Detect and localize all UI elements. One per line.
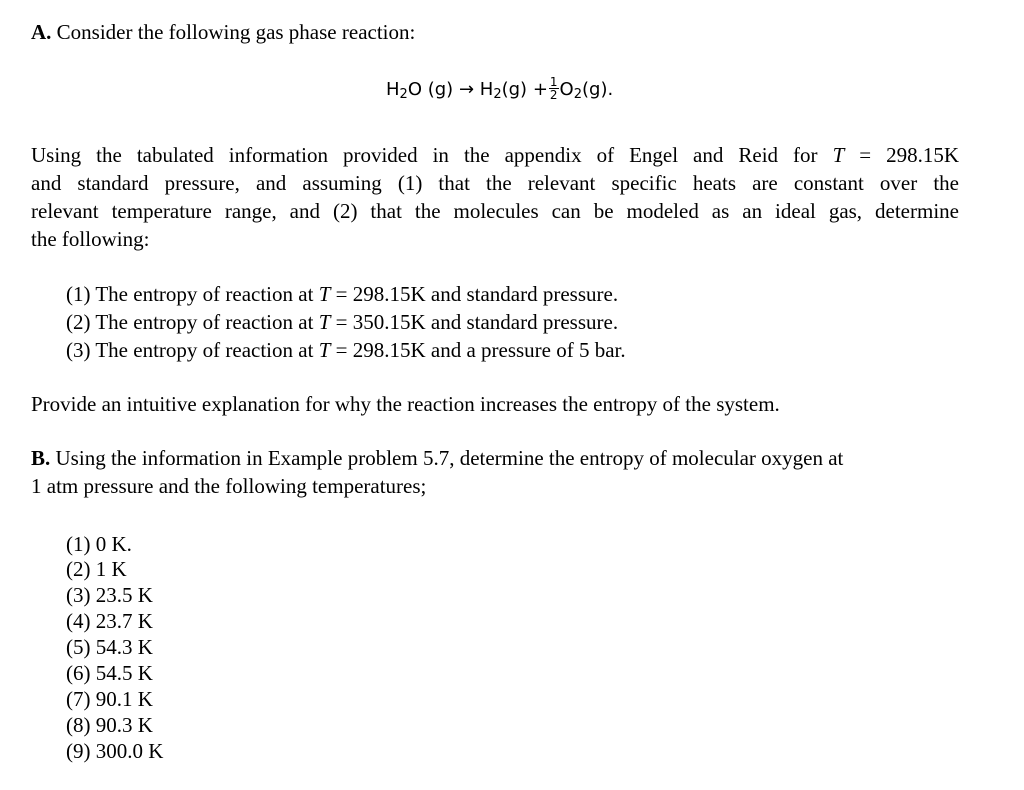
part-a-item-2 <box>66 308 618 336</box>
item-3-var: T <box>318 338 331 362</box>
eq-reactant-rest: O (g) <box>407 79 454 100</box>
para-line-1-text: Using the tabulated information provided in the appendix of Engel and Reid for <box>31 143 818 167</box>
para-line-4: the following: <box>31 227 150 251</box>
temp-item: (4) 23.7 K <box>66 609 153 633</box>
item-3-prefix: (3) The entropy of reaction at <box>66 338 314 362</box>
item-2-value: = 350.15K and standard pressure. <box>335 310 619 334</box>
eq-reactant-sub: 2 <box>399 87 408 102</box>
para-line-3: relevant temperature range, and (2) that the molecules can be modeled as an ideal gas, determine <box>31 199 959 223</box>
part-b-line-1-text: Using the information in Example problem 5.7, determine the entropy of molecular oxygen at <box>55 446 844 470</box>
eq-product1-sub: 2 <box>493 87 502 102</box>
eq-arrow: → <box>458 79 475 100</box>
item-2-var: T <box>318 310 331 334</box>
part-b-label: B. <box>31 446 51 470</box>
item-3-value: = 298.15K and a pressure of 5 bar. <box>335 338 626 362</box>
eq-product2-state: (g). <box>582 79 614 100</box>
eq-product1-state: (g) <box>501 79 528 100</box>
part-a-label: A. <box>31 20 52 44</box>
item-1-value: = 298.15K and standard pressure. <box>335 282 619 306</box>
eq-frac-num: 1 <box>549 74 558 89</box>
eq-fraction <box>549 76 559 101</box>
part-a-item-3 <box>66 336 626 364</box>
eq-product2-sub: 2 <box>573 87 582 102</box>
eq-frac-den: 2 <box>549 87 558 102</box>
part-a-intro: Consider the following gas phase reaction: <box>56 20 416 44</box>
temp-item: (8) 90.3 K <box>66 713 153 737</box>
part-a-item-1 <box>66 280 618 308</box>
eq-plus: + <box>532 79 548 100</box>
para-t-value: = 298.15K <box>859 143 960 167</box>
item-1-var: T <box>318 282 331 306</box>
temp-item: (3) 23.5 K <box>66 583 153 607</box>
temp-item: (7) 90.1 K <box>66 687 153 711</box>
part-b-line-2: 1 atm pressure and the following temperatures; <box>31 474 427 498</box>
eq-product2: O <box>559 79 574 100</box>
item-2-prefix: (2) The entropy of reaction at <box>66 310 314 334</box>
eq-product1: H <box>479 79 494 100</box>
item-1-prefix: (1) The entropy of reaction at <box>66 282 314 306</box>
eq-reactant: H <box>386 79 400 100</box>
temp-item: (5) 54.3 K <box>66 635 153 659</box>
temp-item: (2) 1 K <box>66 557 127 581</box>
temp-item: (6) 54.5 K <box>66 661 153 685</box>
part-a-heading <box>31 18 415 46</box>
reaction-equation <box>386 76 613 109</box>
explanation-text: Provide an intuitive explanation for why the reaction increases the entropy of the system. <box>31 392 780 416</box>
para-line-1 <box>31 141 959 169</box>
para-var-t: T <box>832 143 845 167</box>
temp-item: (1) 0 K. <box>66 532 132 556</box>
temp-item: (9) 300.0 K <box>66 739 164 763</box>
part-b-line-1 <box>31 444 843 472</box>
para-line-2: and standard pressure, and assuming (1) that the relevant specific heats are constant over the <box>31 171 959 195</box>
